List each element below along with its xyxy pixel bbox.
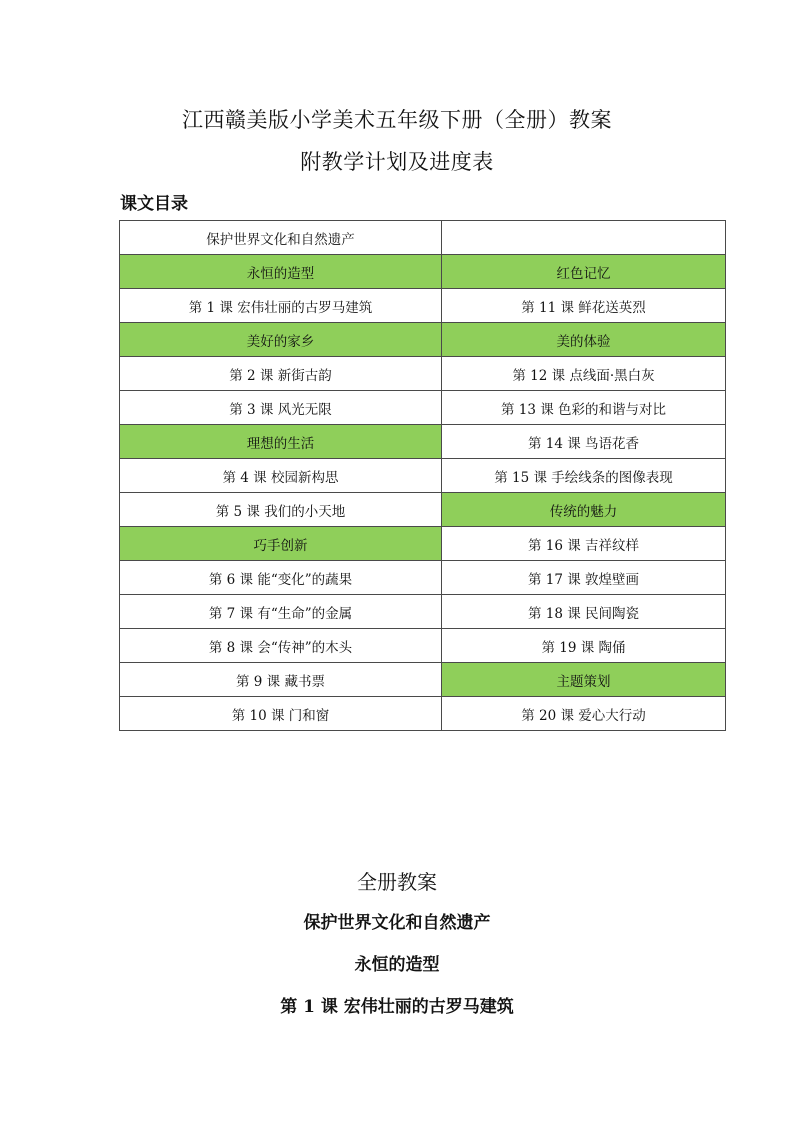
unit-title: 永恒的造型 xyxy=(354,955,440,975)
toc-row xyxy=(120,255,726,289)
toc-lesson-cell: 第 10 课 门和窗 xyxy=(120,697,442,731)
toc-unit-cell: 传统的魅力 xyxy=(442,493,726,527)
toc-lesson-cell: 第 14 课 鸟语花香 xyxy=(442,425,726,459)
toc-lesson-cell: 第 9 课 藏书票 xyxy=(120,663,442,697)
full-lesson-plan-title: 全册教案 xyxy=(357,870,437,894)
toc-row xyxy=(120,391,726,425)
toc-lesson-cell: 第 11 课 鲜花送英烈 xyxy=(442,289,726,323)
toc-row xyxy=(120,595,726,629)
toc-unit-cell: 美的体验 xyxy=(442,323,726,357)
toc-lesson-cell: 第 2 课 新街古韵 xyxy=(120,357,442,391)
toc-lesson-cell: 第 12 课 点线面·黑白灰 xyxy=(442,357,726,391)
toc-unit-cell: 永恒的造型 xyxy=(120,255,442,289)
toc-lesson-cell: 第 15 课 手绘线条的图像表现 xyxy=(442,459,726,493)
toc-row xyxy=(120,357,726,391)
toc-unit-cell: 主题策划 xyxy=(442,663,726,697)
toc-row xyxy=(120,629,726,663)
toc-lesson-cell: 第 1 课 宏伟壮丽的古罗马建筑 xyxy=(120,289,442,323)
toc-row xyxy=(120,493,726,527)
toc-row xyxy=(120,459,726,493)
document-title: 江西赣美版小学美术五年级下册（全册）教案 xyxy=(182,108,612,132)
toc-row xyxy=(120,561,726,595)
toc-lesson-cell: 第 5 课 我们的小天地 xyxy=(120,493,442,527)
toc-table-body xyxy=(120,221,726,731)
toc-row xyxy=(120,221,726,255)
theme-title: 保护世界文化和自然遗产 xyxy=(303,913,491,933)
toc-unit-cell: 美好的家乡 xyxy=(120,323,442,357)
lesson-title: 第 1 课 宏伟壮丽的古罗马建筑 xyxy=(280,997,514,1017)
toc-lesson-cell: 第 18 课 民间陶瓷 xyxy=(442,595,726,629)
toc-heading: 课文目录 xyxy=(120,194,188,214)
toc-unit-cell: 理想的生活 xyxy=(120,425,442,459)
toc-lesson-cell: 第 16 课 吉祥纹样 xyxy=(442,527,726,561)
toc-unit-cell: 巧手创新 xyxy=(120,527,442,561)
toc-lesson-cell: 第 13 课 色彩的和谐与对比 xyxy=(442,391,726,425)
toc-row xyxy=(120,663,726,697)
toc-lesson-cell: 第 3 课 风光无限 xyxy=(120,391,442,425)
toc-lesson-cell: 保护世界文化和自然遗产 xyxy=(120,221,442,255)
toc-row xyxy=(120,425,726,459)
toc-lesson-cell: 第 7 课 有“生命”的金属 xyxy=(120,595,442,629)
toc-row xyxy=(120,527,726,561)
toc-lesson-cell: 第 19 课 陶俑 xyxy=(442,629,726,663)
toc-lesson-cell: 第 4 课 校园新构思 xyxy=(120,459,442,493)
document-subtitle: 附教学计划及进度表 xyxy=(300,150,494,174)
toc-lesson-cell: 第 8 课 会“传神”的木头 xyxy=(120,629,442,663)
toc-lesson-cell: 第 6 课 能“变化”的蔬果 xyxy=(120,561,442,595)
toc-row xyxy=(120,289,726,323)
toc-table xyxy=(119,220,726,731)
toc-lesson-cell xyxy=(442,221,726,255)
toc-row xyxy=(120,323,726,357)
toc-unit-cell: 红色记忆 xyxy=(442,255,726,289)
toc-lesson-cell: 第 17 课 敦煌壁画 xyxy=(442,561,726,595)
toc-lesson-cell: 第 20 课 爱心大行动 xyxy=(442,697,726,731)
toc-row xyxy=(120,697,726,731)
